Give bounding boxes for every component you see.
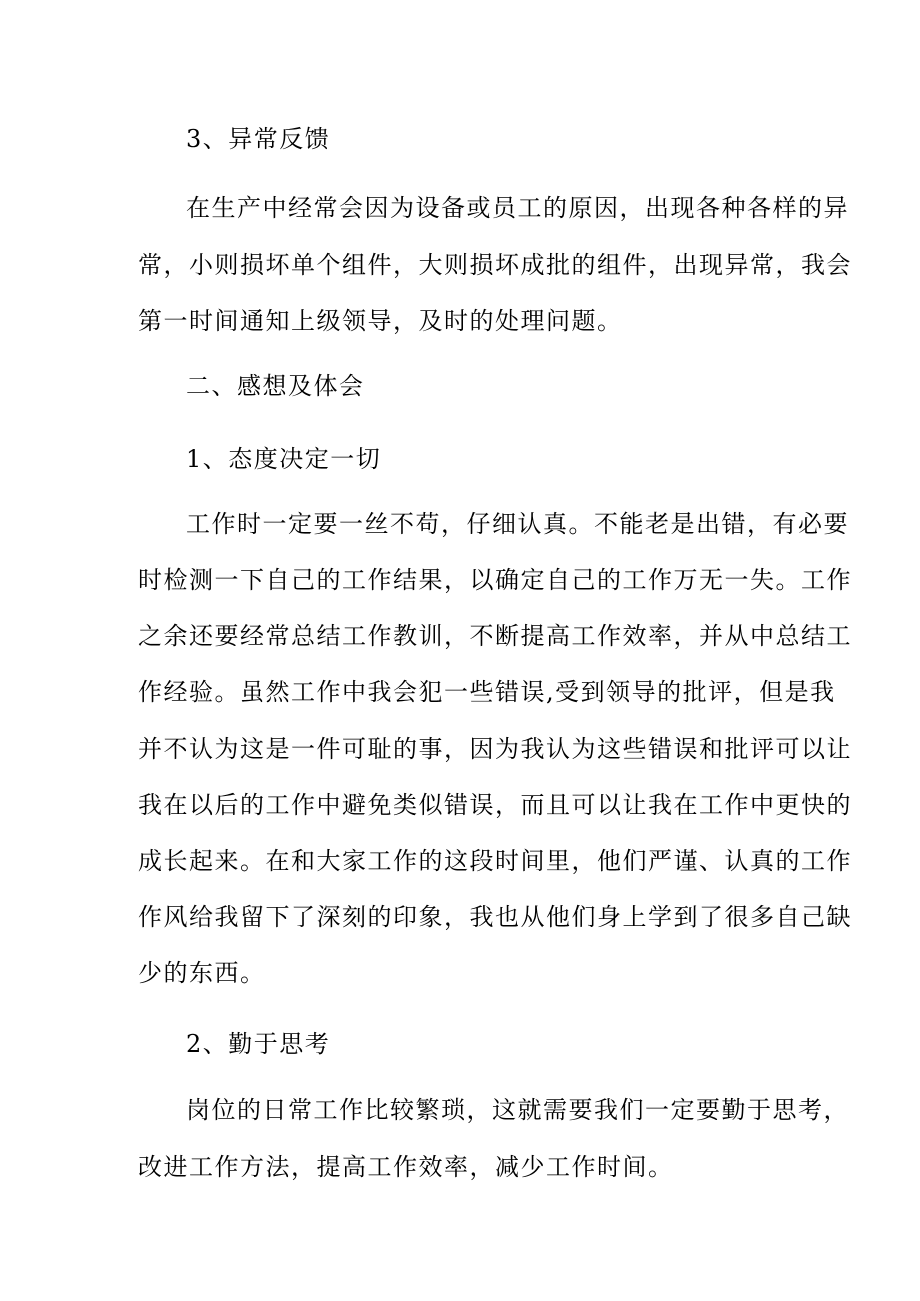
paragraph-line: 工作时一定要一丝不苟，仔细认真。不能老是出错，有必要 [186,510,849,538]
paragraph-line: 岗位的日常工作比较繁琐，这就需要我们一定要勤于思考， [186,1096,849,1124]
section-heading-reflections: 二、感想及体会 [186,372,365,400]
paragraph-line: 在生产中经常会因为设备或员工的原因，出现各种各样的异 [186,194,849,222]
paragraph-line: 并不认为这是一件可耻的事，因为我认为这些错误和批评可以让 [138,735,852,763]
paragraph-line: 少的东西。 [138,959,266,987]
paragraph-line: 常，小则损坏单个组件，大则损坏成批的组件，出现异常，我会 [138,251,852,279]
paragraph-line: 作经验。虽然工作中我会犯一些错误,受到领导的批评，但是我 [138,678,836,706]
paragraph-line: 之余还要经常总结工作教训，不断提高工作效率，并从中总结工 [138,622,852,650]
section-heading-attitude: 1、态度决定一切 [186,445,382,473]
paragraph-line: 我在以后的工作中避免类似错误，而且可以让我在工作中更快的 [138,791,852,819]
paragraph-line: 作风给我留下了深刻的印象，我也从他们身上学到了很多自己缺 [138,903,852,931]
paragraph-line: 第一时间通知上级领导，及时的处理问题。 [138,307,623,335]
paragraph-line: 成长起来。在和大家工作的这段时间里，他们严谨、认真的工作 [138,847,852,875]
paragraph-line: 改进工作方法，提高工作效率，减少工作时间。 [138,1153,674,1181]
section-heading-abnormal-feedback: 3、异常反馈 [186,125,331,153]
paragraph-line: 时检测一下自己的工作结果，以确定自己的工作万无一失。工作 [138,566,852,594]
section-heading-diligent-thinking: 2、勤于思考 [186,1030,331,1058]
